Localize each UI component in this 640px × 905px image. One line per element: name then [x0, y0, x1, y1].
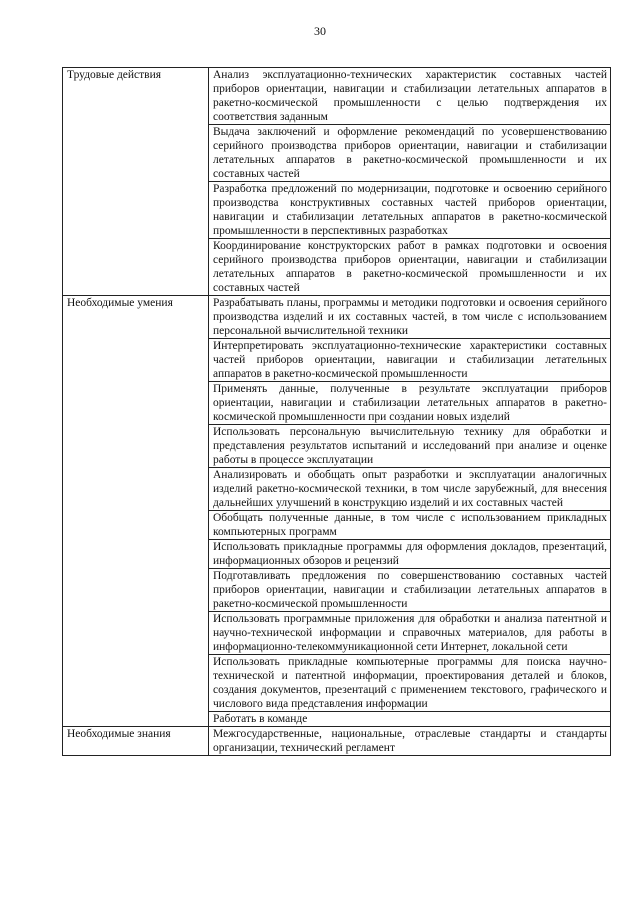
list-item: Разрабатывать планы, программы и методики подготовки и освоения серийного производства изделий и их составных частей, в том числе с использованием персональной вычислительной техники: [209, 296, 611, 339]
list-item: Анализировать и обобщать опыт разработки и эксплуатации аналогичных изделий ракетно-космической техники, в том числе зарубежный, для внесения дальнейших улучшений в конструкцию изделий и их составных частей: [209, 468, 611, 511]
section-label-text: Трудовые действия: [67, 69, 162, 81]
list-item: Применять данные, полученные в результате эксплуатации приборов ориентации, навигации и стабилизации летательных аппаратов в ракетно-космической промышленности при создании новых изделий: [209, 382, 611, 425]
list-item: Использовать прикладные компьютерные программы для поиска научно-технической и патентной информации, проектирования деталей и блоков, создания документов, презентаций с применением текстового, графического и числового вида представления информации: [209, 655, 611, 712]
list-item: Подготавливать предложения по совершенствованию составных частей приборов ориентации, навигации и стабилизации летательных аппаратов в ракетно-космической промышленности: [209, 569, 611, 612]
list-item: Интерпретировать эксплуатационно-технические характеристики составных частей приборов ориентации, навигации и стабилизации летательных аппаратов в ракетно-космической промышленности: [209, 339, 611, 382]
section-label-text: Необходимые умения: [67, 297, 173, 309]
page-number: 30: [314, 24, 326, 38]
table-row: [63, 727, 611, 756]
section-label-required-skills: [63, 296, 209, 727]
section-label-text: Необходимые знания: [67, 728, 171, 740]
table-row: [63, 68, 611, 125]
list-item: Использовать программные приложения для обработки и анализа патентной и научно-технической информации и справочных материалов, для работы в информационно-телекоммуникационной сети Интернет, локальной сети: [209, 612, 611, 655]
table-row: [63, 296, 611, 339]
section-label-labor-actions: [63, 68, 209, 296]
list-item: Разработка предложений по модернизации, подготовке и освоению серийного производства конструктивных составных частей приборов ориентации, навигации и стабилизации летательных аппаратов в ракетно-космической промышленности в перспективных разработках: [209, 182, 611, 239]
qualification-table: [62, 67, 611, 756]
section-label-required-knowledge: [63, 727, 209, 756]
list-item: Выдача заключений и оформление рекомендаций по усовершенствованию серийного производства приборов ориентации, навигации и стабилизации летательных аппаратов в ракетно-космической промышленности и их составных частей: [209, 125, 611, 182]
list-item: Использовать персональную вычислительную технику для обработки и представления результатов испытаний и исследований при анализе и оценке работы в процессе эксплуатации: [209, 425, 611, 468]
list-item: Межгосударственные, национальные, отраслевые стандарты и стандарты организации, технический регламент: [209, 727, 611, 756]
list-item: Работать в команде: [209, 712, 611, 727]
list-item: Координирование конструкторских работ в рамках подготовки и освоения серийного производства приборов ориентации, навигации и стабилизации летательных аппаратов в ракетно-космической промышленности и их составных частей: [209, 239, 611, 296]
list-item: Обобщать полученные данные, в том числе с использованием прикладных компьютерных программ: [209, 511, 611, 540]
list-item: Использовать прикладные программы для оформления докладов, презентаций, информационных обзоров и рецензий: [209, 540, 611, 569]
list-item: Анализ эксплуатационно-технических характеристик составных частей приборов ориентации, навигации и стабилизации летательных аппаратов в ракетно-космической промышленности с целью подтверждения их соответствия заданным: [209, 68, 611, 125]
